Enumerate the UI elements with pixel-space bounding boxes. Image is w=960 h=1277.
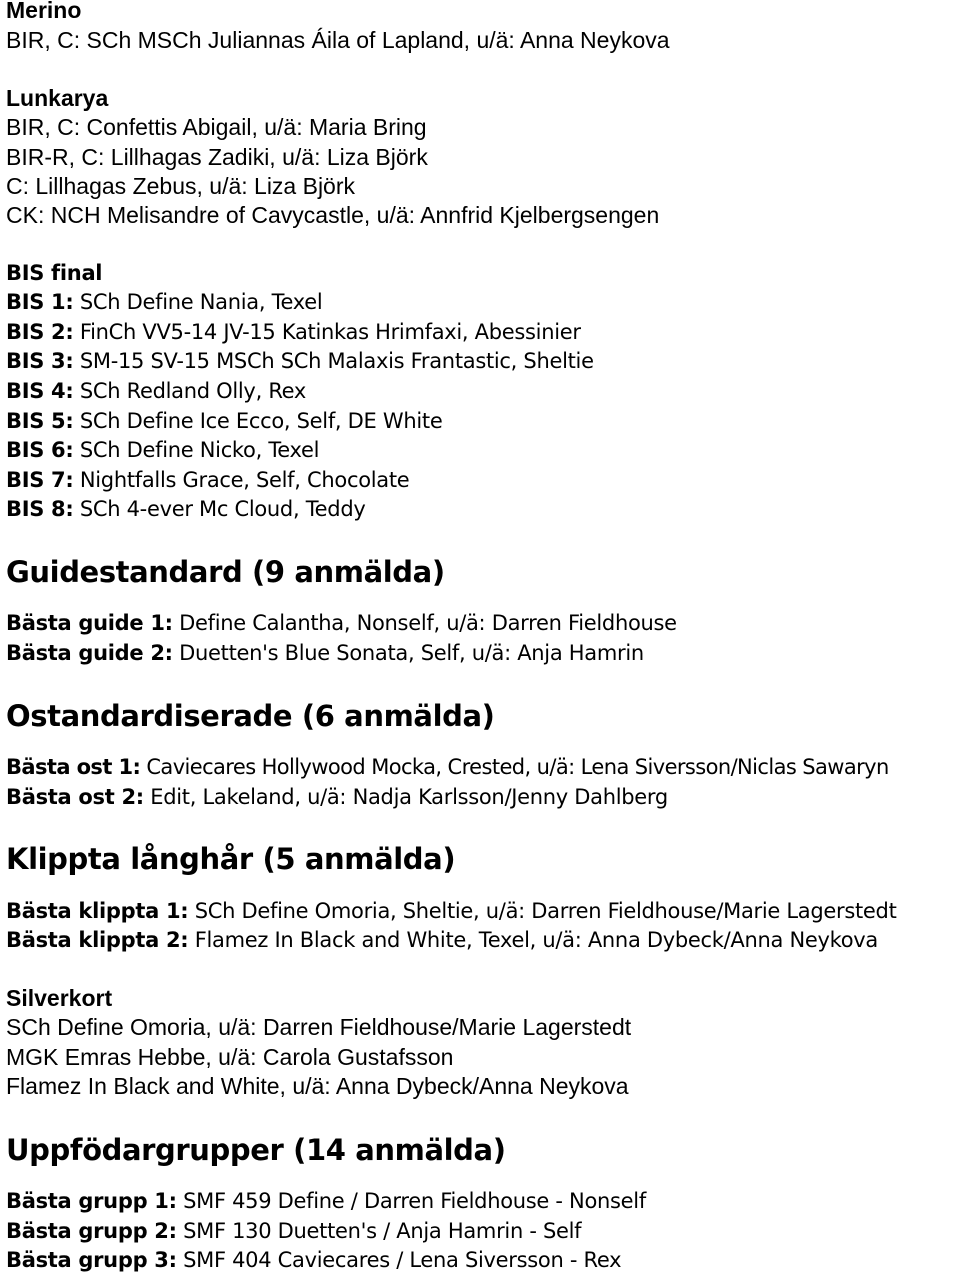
ost-entry bbox=[6, 784, 668, 810]
silverkort-heading: Silverkort bbox=[6, 985, 113, 1011]
bis-text: SCh Define Nicko, Texel bbox=[73, 438, 320, 462]
ost-label: Bästa ost 1: bbox=[6, 755, 141, 779]
uppfodargrupper-heading: Uppfödargrupper (14 anmälda) bbox=[6, 1133, 506, 1167]
merino-line: BIR, C: SCh MSCh Juliannas Áila of Lapland, u/ä: Anna Neykova bbox=[6, 27, 670, 53]
ost-text: Caviecares Hollywood Mocka, Crested, u/ä: Lena Siversson/Niclas Sawaryn bbox=[140, 755, 889, 779]
bis-entry bbox=[6, 408, 442, 434]
guide-entry bbox=[6, 610, 677, 636]
lunkarya-line: BIR-R, C: Lillhagas Zadiki, u/ä: Liza Björk bbox=[6, 144, 428, 170]
bis-text: SCh Define Nania, Texel bbox=[73, 290, 323, 314]
bis-text: Nightfalls Grace, Self, Chocolate bbox=[73, 468, 410, 492]
klippta-heading: Klippta långhår (5 anmälda) bbox=[6, 842, 456, 876]
klippta-entry bbox=[6, 927, 878, 953]
grupp-entry bbox=[6, 1188, 646, 1214]
bis-label: BIS 6: bbox=[6, 438, 74, 462]
ost-entry bbox=[6, 754, 889, 780]
grupp-text: SMF 459 Define / Darren Fieldhouse - Nonself bbox=[176, 1189, 646, 1213]
grupp-entry bbox=[6, 1247, 621, 1273]
grupp-entry bbox=[6, 1218, 581, 1244]
bis-label: BIS 4: bbox=[6, 379, 74, 403]
bis-entry bbox=[6, 289, 322, 315]
guide-text: Duetten's Blue Sonata, Self, u/ä: Anja Hamrin bbox=[172, 641, 644, 665]
lunkarya-line: BIR, C: Confettis Abigail, u/ä: Maria Bring bbox=[6, 114, 427, 140]
bis-label: BIS 7: bbox=[6, 468, 74, 492]
silverkort-line: SCh Define Omoria, u/ä: Darren Fieldhouse/Marie Lagerstedt bbox=[6, 1014, 632, 1040]
bis-text: SCh 4-ever Mc Cloud, Teddy bbox=[73, 497, 366, 521]
bis-label: BIS 1: bbox=[6, 290, 74, 314]
guide-label: Bästa guide 2: bbox=[6, 641, 173, 665]
lunkarya-heading: Lunkarya bbox=[6, 85, 109, 111]
guide-label: Bästa guide 1: bbox=[6, 611, 173, 635]
bis-text: FinCh VV5-14 JV-15 Katinkas Hrimfaxi, Abessinier bbox=[73, 320, 581, 344]
bis-entry bbox=[6, 437, 319, 463]
bis-label: BIS 2: bbox=[6, 320, 74, 344]
bis-label: BIS 3: bbox=[6, 349, 74, 373]
merino-heading: Merino bbox=[6, 0, 82, 23]
bis-label: BIS 5: bbox=[6, 409, 74, 433]
bis-entry bbox=[6, 319, 581, 345]
bis-entry bbox=[6, 496, 365, 522]
grupp-text: SMF 130 Duetten's / Anja Hamrin - Self bbox=[176, 1219, 582, 1243]
klippta-label: Bästa klippta 1: bbox=[6, 899, 189, 923]
bis-entry bbox=[6, 378, 306, 404]
klippta-label: Bästa klippta 2: bbox=[6, 928, 189, 952]
bis-label: BIS 8: bbox=[6, 497, 74, 521]
bis-final-heading: BIS final bbox=[6, 261, 103, 285]
silverkort-line: MGK Emras Hebbe, u/ä: Carola Gustafsson bbox=[6, 1044, 454, 1070]
guidestandard-heading: Guidestandard (9 anmälda) bbox=[6, 555, 445, 589]
grupp-label: Bästa grupp 1: bbox=[6, 1189, 177, 1213]
bis-text: SM-15 SV-15 MSCh SCh Malaxis Frantastic, Sheltie bbox=[73, 349, 594, 373]
grupp-label: Bästa grupp 3: bbox=[6, 1248, 177, 1272]
klippta-text: SCh Define Omoria, Sheltie, u/ä: Darren Fieldhouse/Marie Lagerstedt bbox=[188, 899, 897, 923]
bis-text: SCh Define Ice Ecco, Self, DE White bbox=[73, 409, 443, 433]
lunkarya-line: CK: NCH Melisandre of Cavycastle, u/ä: Annfrid Kjelbergsengen bbox=[6, 202, 660, 228]
grupp-label: Bästa grupp 2: bbox=[6, 1219, 177, 1243]
bis-entry bbox=[6, 467, 409, 493]
guide-entry bbox=[6, 640, 644, 666]
ost-label: Bästa ost 2: bbox=[6, 785, 144, 809]
klippta-text: Flamez In Black and White, Texel, u/ä: Anna Dybeck/Anna Neykova bbox=[188, 928, 878, 952]
guide-text: Define Calantha, Nonself, u/ä: Darren Fieldhouse bbox=[172, 611, 677, 635]
silverkort-line: Flamez In Black and White, u/ä: Anna Dybeck/Anna Neykova bbox=[6, 1073, 629, 1099]
ostandardiserade-heading: Ostandardiserade (6 anmälda) bbox=[6, 699, 495, 733]
ost-text: Edit, Lakeland, u/ä: Nadja Karlsson/Jenny Dahlberg bbox=[143, 785, 668, 809]
grupp-text: SMF 404 Caviecares / Lena Siversson - Rex bbox=[176, 1248, 622, 1272]
klippta-entry bbox=[6, 898, 897, 924]
bis-entry bbox=[6, 348, 594, 374]
lunkarya-line: C: Lillhagas Zebus, u/ä: Liza Björk bbox=[6, 173, 356, 199]
bis-text: SCh Redland Olly, Rex bbox=[73, 379, 307, 403]
